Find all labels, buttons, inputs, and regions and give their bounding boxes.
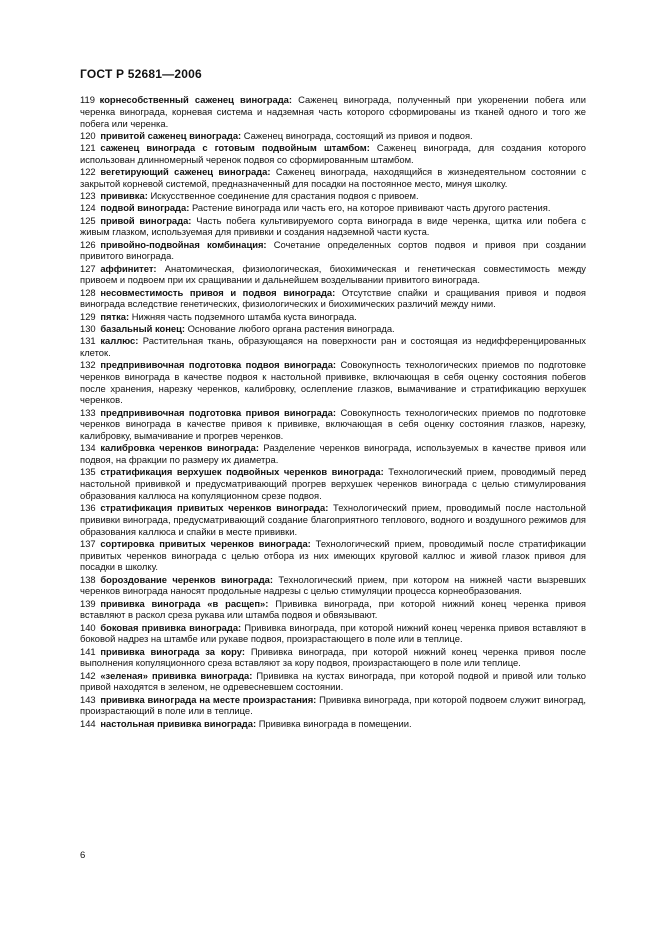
terms-list (80, 94, 586, 730)
term-number: 129 (80, 310, 96, 322)
term-number: 143 (80, 693, 96, 705)
term-name: настольная прививка винограда: (100, 717, 257, 729)
term-number: 126 (80, 238, 96, 250)
term-entry (80, 335, 586, 359)
term-entry (80, 538, 586, 573)
term-definition: Сочетание определенных сортов подвоя и привоя при создании привитого винограда. (80, 238, 586, 262)
term-number: 130 (80, 322, 96, 334)
term-name: привитой саженец винограда: (100, 129, 242, 141)
term-number: 131 (80, 335, 96, 346)
term-name: привой винограда: (100, 214, 192, 226)
term-name: боковая прививка винограда: (100, 621, 242, 633)
term-definition: Часть побега культивируемого сорта винограда в виде черенка, щитка или побега с живым глазком, используемая для прививки и создания надземной части куста. (80, 214, 586, 238)
term-definition: Прививка винограда, при которой нижний конец черенка привоя после выполнения копуляционного среза вставляют за кору подвоя, произрастающего в поле или теплице. (80, 645, 587, 669)
term-entry (80, 718, 586, 730)
term-name: прививка: (100, 190, 148, 201)
term-number: 122 (80, 166, 96, 177)
term-number: 124 (80, 202, 96, 214)
term-number: 144 (80, 717, 96, 729)
term-entry (80, 263, 586, 287)
term-definition: Анатомическая, физиологическая, биохимическая и генетическая совместимость между привоем и подвоем при их сращивании и дальнейшем возделывании привитого винограда. (80, 262, 586, 286)
term-name: привойно-подвойная комбинация: (100, 238, 267, 250)
term-number: 141 (80, 645, 96, 657)
term-name: предпрививочная подготовка подвоя винограда: (100, 359, 337, 370)
term-number: 133 (80, 406, 96, 418)
term-definition: Саженец винограда, состоящий из привоя и подвоя. (243, 129, 473, 141)
term-number: 134 (80, 442, 96, 454)
term-definition: Растительная ткань, образующаяся на поверхности ран и состоящая из недифференцированных клеток. (80, 335, 586, 358)
term-entry (80, 670, 586, 694)
term-number: 121 (80, 142, 96, 153)
term-definition: Совокупность технологических приемов по подготовке черенков винограда в качестве подвоя к настольной прививке, включающая в себя оценку состояния побегов после хранения, нарезку черенков, калибровку, ослепление глазков, вымачивание и стратификацию верхушек черенков. (80, 359, 586, 406)
term-entry (80, 694, 586, 718)
term-name: бороздование черенков винограда: (100, 573, 273, 585)
term-definition: Технологический прием, проводимый после стратификации привитых черенков винограда с целью отбора из них имеющих круговой каллюс и живой глазок привоя для посадки в школку. (80, 537, 586, 573)
term-definition: Прививка винограда в помещении. (258, 717, 412, 729)
term-definition: Отсутствие спайки и сращивания привоя и подвоя винограда вследствие генетических, физиологических и биохимических различий между ними. (80, 286, 587, 310)
term-definition: Искусственное соединение для срастания подвоя с привоем. (150, 190, 419, 201)
term-number: 139 (80, 597, 96, 609)
term-definition: Прививка на кустах винограда, при которой подвой и привой или только привой находятся в зеленом, не одревесневшем состоянии. (80, 669, 586, 693)
term-number: 119 (80, 94, 95, 105)
term-definition: Прививка винограда, при которой подвоем служит виноград, произрастающий в поле или в теплице. (80, 693, 586, 717)
term-entry (80, 202, 586, 214)
term-number: 132 (80, 359, 96, 370)
term-name: стратификация привитых черенков винограда: (100, 502, 329, 513)
term-name: базальный конец: (100, 322, 186, 334)
term-name: предпрививочная подготовка привоя винограда: (100, 406, 337, 418)
term-entry (80, 598, 586, 622)
term-number: 127 (80, 262, 96, 274)
term-number: 138 (80, 573, 96, 585)
term-name: корнесобственный саженец винограда: (99, 94, 293, 105)
term-number: 128 (80, 286, 96, 298)
term-definition: Саженец винограда, полученный при укоренении побега или черенка винограда, корневая система и надземная часть которого сформированы из тканей одного и того же побега или черенка. (80, 94, 587, 129)
term-entry (80, 323, 586, 335)
term-name: прививка винограда за кору: (100, 645, 245, 657)
term-definition: Разделение черенков винограда, используемых в качестве привоя или подвоя, на фракции по размеру их диаметра. (80, 442, 586, 465)
term-entry (80, 239, 586, 263)
term-definition: Саженец винограда, для создания которого использован длинномерный черенок подвоя со сформированным штамбом. (80, 142, 586, 165)
term-entry (80, 215, 586, 239)
term-number: 123 (80, 190, 96, 201)
term-name: вегетирующий саженец винограда: (100, 166, 271, 177)
term-name: пятка: (100, 310, 130, 322)
term-definition: Основание любого органа растения винограда. (187, 322, 395, 334)
term-definition: Технологический прием, проводимый перед настольной прививкой и предусматривающий прогрев верхушек черенков винограда с целью стимулирования образования каллюса на копуляционном срезе подвоя. (80, 466, 586, 501)
term-entry (80, 442, 586, 466)
term-definition: Нижняя часть подземного штамба куста винограда. (131, 310, 357, 322)
term-name: прививка винограда на месте произрастания: (100, 693, 317, 705)
term-name: калибровка черенков винограда: (100, 442, 259, 454)
term-name: подвой винограда: (100, 202, 190, 214)
term-number: 125 (80, 214, 96, 226)
term-number: 142 (80, 669, 96, 681)
page-number: 6 (80, 850, 86, 861)
term-entry (80, 190, 586, 202)
term-number: 120 (80, 129, 96, 141)
term-name: каллюс: (100, 335, 139, 346)
term-entry (80, 142, 586, 166)
term-definition: Технологический прием, при котором на нижней части вызревших черенков винограда наносят продольные надрезы с целью стимуляции процесса корнеобразования. (80, 573, 586, 597)
term-entry (80, 466, 586, 501)
term-entry (80, 646, 586, 670)
term-name: «зеленая» прививка винограда: (100, 669, 253, 681)
term-entry (80, 502, 586, 537)
term-entry (80, 287, 586, 311)
term-number: 140 (80, 621, 96, 633)
term-definition: Прививка винограда, при которой нижний конец черенка привоя вставляют в боковой надрез на штамбе или рукаве подвоя, произрастающего в поле или в теплице. (80, 621, 586, 645)
term-name: прививка винограда «в расщеп»: (100, 597, 269, 609)
term-name: стратификация верхушек подвойных черенков винограда: (100, 466, 384, 478)
term-entry (80, 574, 586, 598)
term-entry (80, 359, 586, 406)
term-definition: Растение винограда или часть его, на которое прививают часть другого растения. (191, 202, 551, 214)
term-name: сортировка привитых черенков винограда: (100, 537, 311, 549)
term-name: саженец винограда с готовым подвойным штамбом: (100, 142, 370, 153)
term-name: аффинитет: (100, 262, 157, 274)
term-name: несовместимость привоя и подвоя винограда: (100, 286, 336, 298)
term-entry (80, 130, 586, 142)
term-definition: Саженец винограда, находящийся в жизнедеятельном состоянии с закрытой корневой системой, предназначенный для посадки на постоянное место, минуя школку. (80, 166, 587, 189)
term-number: 137 (80, 537, 96, 549)
term-entry (80, 407, 586, 442)
term-definition: Прививка винограда, при которой нижний конец черенка привоя вставляют в раскол среза рукава или штамба подвоя и обвязывают. (80, 597, 586, 621)
term-definition: Технологический прием, проводимый после настольной прививки винограда, предусматривающий создание благоприятного теплового, водного и воздушного режимов для образования каллюса и спайки в месте прививки. (80, 502, 586, 537)
term-entry (80, 311, 586, 323)
term-entry (80, 622, 586, 646)
document-header: ГОСТ Р 52681—2006 (80, 67, 202, 81)
term-definition: Совокупность технологических приемов по подготовке черенков винограда в качестве привоя к прививке, включающая в себя оценку состояния глазков, нарезку, калибровку, вымачивание и прогрев черенков. (80, 406, 586, 441)
term-entry (80, 166, 586, 190)
term-entry (80, 94, 586, 129)
term-number: 136 (80, 502, 96, 513)
term-number: 135 (80, 466, 96, 478)
